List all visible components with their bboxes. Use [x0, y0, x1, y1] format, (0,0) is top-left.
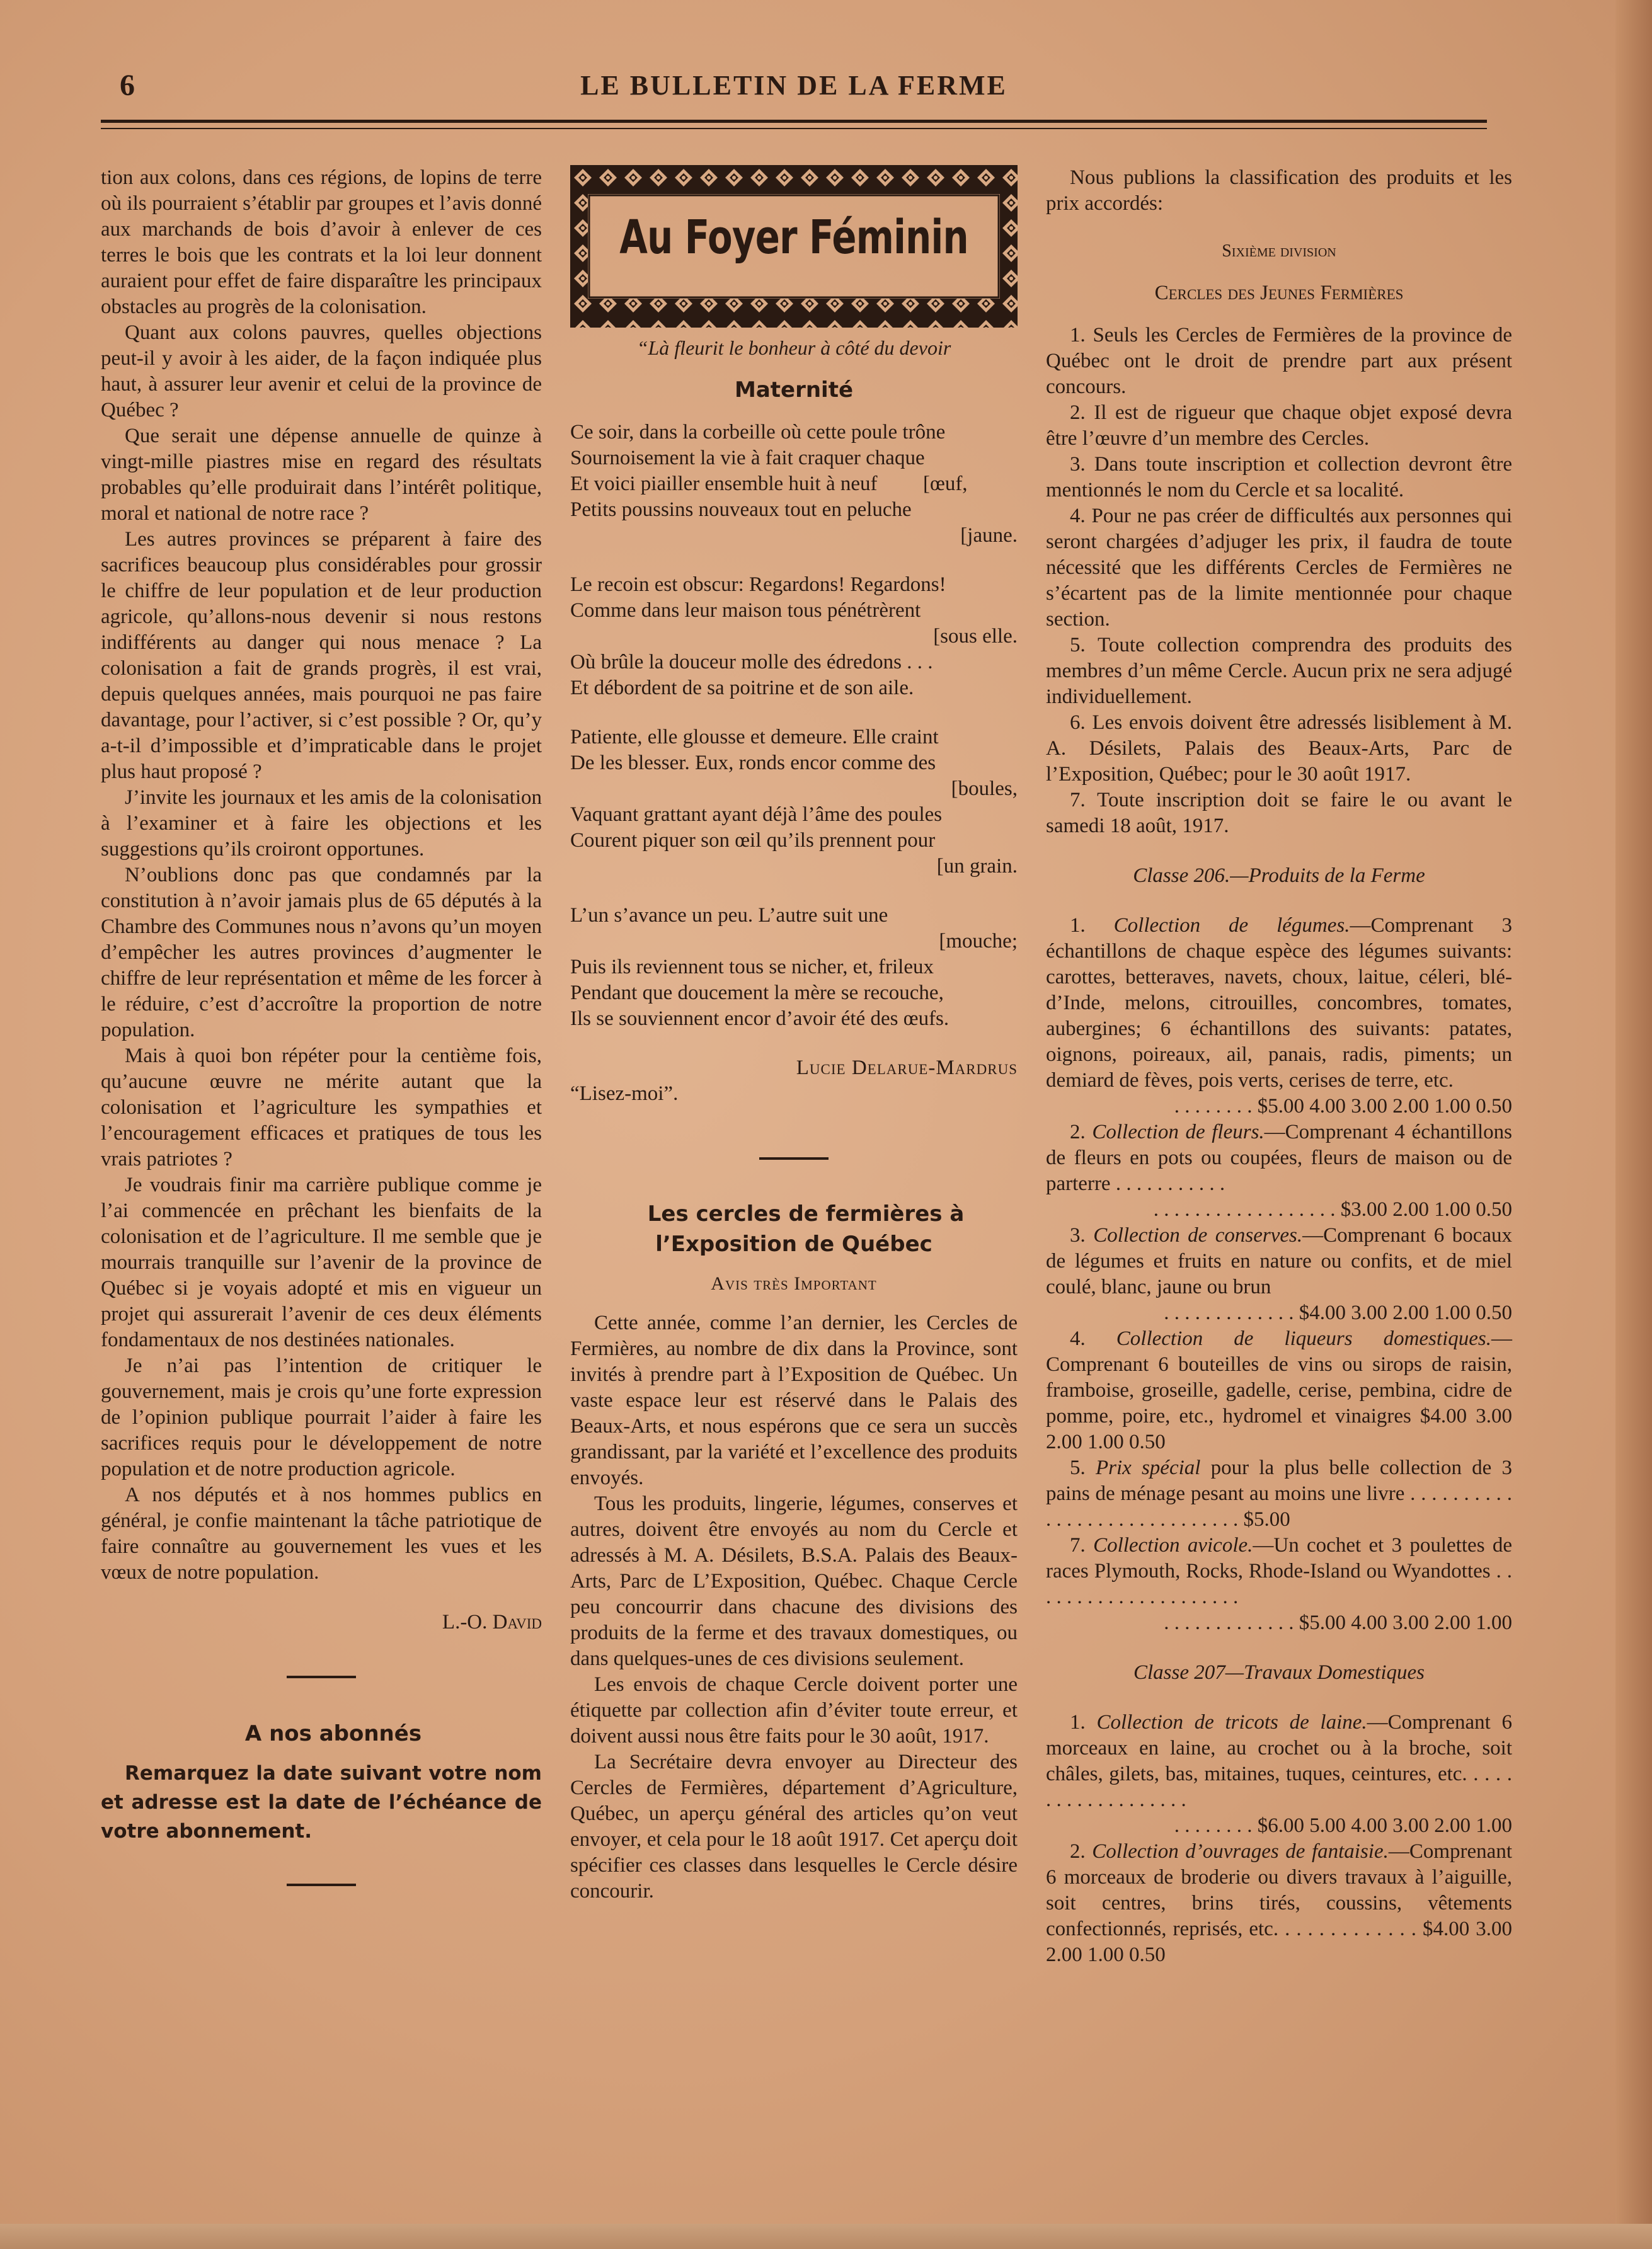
prize-item [1046, 913, 1512, 1094]
item-description: —Comprenant 3 échantillons de chaque espèce des légumes suivants: carottes, betteraves, navets, choux, laitue, céleri, blé-d’Inde, melons, citrouilles, concombres, tomates, aubergines; 6 échantillons des suivants: patates, oignons, poireaux, ail, panais, radis, piments; un demiard de fèves, pois verts, cerises de terre, etc. [1046, 914, 1512, 1092]
rule-item: 7. Toute inscription doit se faire le ou avant le samedi 18 août, 1917. [1046, 789, 1512, 837]
column-right [1046, 165, 1512, 1968]
prize-item [1046, 1839, 1512, 1968]
rule-item: 5. Toute collection comprendra des produits des membres d’un même Cercle. Aucun prix ne sera adjugé individuellement. [1046, 634, 1512, 708]
page-number: 6 [120, 69, 135, 102]
poem-line [570, 828, 1018, 854]
rule-item: 4. Pour ne pas créer de difficultés aux personnes qui seront chargées d’adjuger les prix, il faudra de toute nécessité que les différents Cercles de Fermières ne s’écartent pas de la limite mentionnée pour chaque section. [1046, 505, 1512, 631]
paragraph: J’invite les journaux et les amis de la colonisation à l’examiner et à faire les objections et les suggestions qu’ils croiront opportunes. [101, 786, 542, 861]
division-heading: Sixième division [1222, 241, 1336, 261]
prize-item [1046, 1710, 1512, 1813]
poem-line [570, 420, 1018, 445]
subscribers-heading: A nos abonnés [244, 1721, 422, 1746]
item-description: pour la plus belle collection de 3 pains de ménage pesant au moins une livre . . . . . . . . . . . . . . . . . . . . . . . . . . . . . $5.00 [1046, 1456, 1512, 1531]
item-description: —Comprenant 6 bouteilles de vins ou sirops de raisin, framboise, groseille, gadelle, cerise, pembina, cidre de pomme, poire, etc., hydromel et vinaigres $4.00 3.00 2.00 1.00 0.50 [1046, 1327, 1512, 1453]
poem-line-text: Sournoisement la vie à fait craquer chaque [570, 447, 925, 469]
paragraph: Les envois de chaque Cercle doivent porter une étiquette par collection afin d’éviter toute erreur, et doivent aussi nous être faits pour le 30 août, 1917. [570, 1673, 1018, 1748]
item-number: 3. [1070, 1224, 1094, 1247]
page-edge-shadow [1615, 0, 1652, 2249]
prize-item [1046, 1533, 1512, 1610]
poem-line-continuation: [un grain. [936, 855, 1018, 878]
rules-list [1046, 323, 1512, 839]
class-206-items [1046, 913, 1512, 1636]
prize-item [1046, 1223, 1512, 1300]
poem-line-continuation: [mouche; [939, 930, 1018, 953]
item-description: —Comprenant 6 bocaux de légumes et fruits en nature ou confits, et de miel coulé, blanc, jaune ou brun [1046, 1224, 1512, 1298]
poem-title: Maternité [734, 377, 854, 403]
poem-line [570, 675, 1018, 701]
prize-item [1046, 1326, 1512, 1455]
paragraph: Cette année, comme l’an dernier, les Cercles de Fermières, au nombre de dix dans la Province, sont invités à prendre part à l’Exposition de Québec. Un vaste espace leur est réservé dans le Palais des Beaux-Arts, et nous espérons que ce sera un succès grandissant, par la variété et l’excellence des produits envoyés. [570, 1312, 1018, 1489]
paragraph: Quant aux colons pauvres, quelles objections peut-il y avoir à les aider, de la façon indiquée plus haut, à assurer leur avenir et celui de la province de Québec ? [101, 321, 542, 421]
banner-title: Au Foyer Féminin [619, 210, 968, 265]
poem-line-text: Puis ils reviennent tous se nicher, et, frileux [570, 956, 934, 978]
paragraph: Je voudrais finir ma carrière publique comme je l’ai commencée en prêchant les bienfaits de la colonisation et de l’agriculture. Il me semble que je mourrais tranquille sur l’avenir de la province de Québec si je voyais adopté et mis en vigueur un projet qui assurerait l’avenir de ces deux éléments fondamentaux de nos destinées nationales. [101, 1174, 542, 1351]
article-subheading: Avis très Important [711, 1273, 877, 1294]
poem-line-text: De les blesser. Eux, ronds encor comme des [570, 752, 936, 774]
rule-item: 6. Les envois doivent être adressés lisiblement à M. A. Désilets, Palais des Beaux-Arts, Parc de l’Exposition, Québec; pour le 30 août 1917. [1046, 711, 1512, 786]
publication-title: LE BULLETIN DE LA FERME [580, 70, 1007, 101]
poem-line-text: Vaquant grattant ayant déjà l’âme des poules [570, 803, 943, 826]
poem-line-text: Et débordent de sa poitrine et de son aile. [570, 677, 914, 699]
poem-line-text: Pendant que doucement la mère se recouche, [570, 981, 944, 1004]
class-heading: Classe 207—Travaux Domestiques [1133, 1661, 1425, 1684]
item-number: 2. [1070, 1121, 1093, 1143]
paragraph: A nos députés et à nos hommes publics en général, je confie maintenant la tâche patriotique de faire connaître au gouvernement les vues et les vœux de notre population. [101, 1484, 542, 1584]
item-number: 1. [1070, 1711, 1097, 1734]
poem-line [570, 903, 1018, 929]
poem-line-text: Courent piquer son œil qu’ils prennent pour [570, 829, 936, 852]
page-bottom-edge [0, 2224, 1652, 2249]
paragraph: Que serait une dépense annuelle de quinze à vingt-mille piastres mise en regard des résultats probables qu’elle produirait dans l’intérêt politique, moral et national de notre race ? [101, 425, 542, 525]
poem-author: Lucie Delarue-Mardrus [796, 1056, 1018, 1079]
prize-item [1046, 1455, 1512, 1533]
poem-stanza [570, 572, 1018, 701]
item-number: 4. [1070, 1327, 1116, 1350]
poem-line-carry: [œuf, [923, 472, 968, 495]
poem-line [570, 497, 1018, 523]
item-prices: . . . . . . . . . . . . . $5.00 4.00 3.00 2.00 1.00 [1164, 1611, 1512, 1634]
item-number: 2. [1070, 1840, 1093, 1863]
item-description: —Un cochet et 3 poulettes de races Plymouth, Rocks, Rhode-Island ou Wyandottes . . . . . . . . . . . . . . . . . . . . . [1046, 1534, 1512, 1608]
section-banner [570, 165, 1018, 328]
poem-line [570, 1006, 1018, 1032]
item-name: Prix spécial [1095, 1456, 1201, 1479]
poem-stanza [570, 903, 1018, 1032]
poem-line-text: Petits poussins nouveaux tout en peluche [570, 498, 912, 521]
poem-stanza [570, 724, 1018, 879]
poem [570, 420, 1018, 1032]
poem-line-continuation: [sous elle. [933, 625, 1018, 648]
author-signature: L.-O. David [442, 1611, 542, 1634]
poem-line-text: Ce soir, dans la corbeille où cette poule trône [570, 421, 946, 444]
rule-item: 2. Il est de rigueur que chaque objet exposé devra être l’œuvre d’un membre des Cercles. [1046, 401, 1512, 450]
paragraph: Nous publions la classification des produits et les prix accordés: [1046, 166, 1512, 215]
section-divider [287, 1884, 356, 1886]
item-name: Collection avicole. [1093, 1534, 1253, 1557]
item-name: Collection de liqueurs domestiques. [1116, 1327, 1491, 1350]
poem-line-text: Et voici piailler ensemble huit à neuf [570, 472, 878, 495]
poem-line-text: Ils se souviennent encor d’avoir été des œufs. [570, 1007, 949, 1030]
poem-line [570, 750, 1018, 776]
item-prices: . . . . . . . . . . . . . $4.00 3.00 2.00 1.00 0.50 [1164, 1302, 1512, 1324]
item-description: —Comprenant 6 morceaux de broderie ou divers travaux à l’aiguille, soit centres, brins tirés, coussins, vêtements confectionnés, reprisés, etc. . . . . . . . . . . . . $4.00 3.00 2.00 1.00 0.50 [1046, 1840, 1512, 1966]
item-name: Collection de conserves. [1093, 1224, 1303, 1247]
poem-line [570, 598, 1018, 624]
poem-line [570, 724, 1018, 750]
poem-line-text: Où brûle la douceur molle des édredons . . . [570, 651, 933, 673]
column-left [101, 165, 542, 1926]
item-name: Collection d’ouvrages de fantaisie. [1092, 1840, 1389, 1863]
item-number: 5. [1070, 1456, 1096, 1479]
item-name: Collection de tricots de laine. [1096, 1711, 1367, 1734]
motto: “Là fleurit le bonheur à côté du devoir [636, 336, 951, 359]
subscribers-notice: Remarquez la date suivant votre nom et adresse est la date de l’échéance de votre abonnement. [101, 1762, 542, 1843]
class-heading: Classe 206.—Produits de la Ferme [1133, 864, 1425, 887]
poem-line-text: Comme dans leur maison tous pénétrèrent [570, 599, 921, 622]
paragraph: Tous les produits, lingerie, légumes, conserves et autres, doivent être envoyés au nom du Cercle et adressés à M. A. Désilets, B.S.A. Palais des Beaux-Arts, Parc de L’Exposition, Québec. Chaque Cercle peu concourrir dans chacune des divisions des produits de la ferme et des travaux domestiques, ou dans quelques-unes de ces divisions seulement. [570, 1492, 1018, 1670]
paragraph: N’oublions donc pas que condamnés par la constitution à n’avoir jamais plus de 65 députés à la Chambre des Communes nous n’avons qu’un moyen d’empêcher les autres provinces d’augmenter le chiffre de leur représentation et même de les forcer à le réduire, c’est d’accroître la proportion de notre population. [101, 864, 542, 1041]
item-name: Collection de légumes. [1113, 914, 1350, 937]
poem-line-text: L’un s’avance un peu. L’autre suit une [570, 904, 888, 927]
paragraph: Les autres provinces se préparent à faire des sacrifices beaucoup plus considérables pour grossir le chiffre de leur population et de leur production agricole, qu’allons-nous devenir si nous restons indifférents au danger qui nous menace ? La colonisation a fait de grands progrès, il est vrai, depuis quelques années, mais pourquoi ne pas faire davantage, pour l’activer, si c’est possible ? Or, qu’y a-t-il d’impossible et d’impraticable dans le projet plus haut proposé ? [101, 528, 542, 783]
section-divider [759, 1157, 829, 1160]
paragraph: La Secrétaire devra envoyer au Directeur des Cercles de Fermières, département d’Agriculture, Québec, un aperçu général des articles qu’on veut envoyer, et cela pour le 18 août 1917. Cet aperçu doit spécifier ces classes dans lesquelles le Cercle désire concourir. [570, 1751, 1018, 1903]
poem-line-text: Le recoin est obscur: Regardons! Regardons! [570, 573, 946, 596]
item-prices: . . . . . . . . . . . . . . . . . . $3.00 2.00 1.00 0.50 [1153, 1198, 1512, 1221]
paragraph: Mais à quoi bon répéter pour la centième fois, qu’aucune œuvre ne mérite autant que la colonisation et l’agriculture les sympathies et l’encouragement efficaces et pratiques de tous les vrais patriotes ? [101, 1044, 542, 1170]
poem-line-text: Patiente, elle glousse et demeure. Elle craint [570, 726, 939, 748]
class-207-items [1046, 1710, 1512, 1968]
prize-item [1046, 1119, 1512, 1197]
poem-stanza [570, 420, 1018, 549]
item-number: 7. [1070, 1534, 1094, 1557]
header-rule [101, 120, 1487, 129]
item-description: —Comprenant 4 échantillons de fleurs en pots ou coupées, fleurs de maison ou de parterre . . . . . . . . . . . [1046, 1121, 1513, 1195]
poem-line-continuation: [boules, [951, 777, 1018, 800]
poem-line [570, 471, 1018, 497]
poem-line [570, 650, 1018, 675]
item-description: —Comprenant 6 morceaux en laine, au crochet ou à la broche, soit châles, gilets, bas, mitaines, tuques, ceintures, etc. . . . . . . . . . . . . . . . . . . [1046, 1711, 1512, 1811]
running-header [101, 62, 1487, 112]
column-middle [570, 165, 1018, 1904]
poem-source: “Lisez-moi”. [570, 1082, 679, 1105]
category-heading: Cercles des Jeunes Fermières [1154, 282, 1404, 304]
item-prices: . . . . . . . . $6.00 5.00 4.00 3.00 2.00 1.00 [1174, 1814, 1512, 1837]
paragraph: Je n’ai pas l’intention de critiquer le gouvernement, mais je crois qu’une forte expression de l’opinion publique pourrait l’aider à faire les sacrifices requis pour le développement de notre population et de notre production agricole. [101, 1354, 542, 1480]
item-prices: . . . . . . . . $5.00 4.00 3.00 2.00 1.00 0.50 [1174, 1095, 1512, 1118]
item-number: 1. [1070, 914, 1114, 937]
rule-item: 3. Dans toute inscription et collection devront être mentionnés le nom du Cercle et sa localité. [1046, 453, 1512, 501]
article-heading: Les cercles de fermières à l’Exposition de Québec [647, 1201, 965, 1257]
section-divider [287, 1676, 356, 1678]
poem-line [570, 572, 1018, 598]
poem-line [570, 445, 1018, 471]
poem-line [570, 954, 1018, 980]
poem-line [570, 802, 1018, 828]
rule-item: 1. Seuls les Cercles de Fermières de la province de Québec ont le droit de prendre part aux présent concours. [1046, 324, 1512, 398]
paragraph: tion aux colons, dans ces régions, de lopins de terre où ils pourraient s’établir par groupes et l’avis donné aux marchands de bois d’avoir à enlever de ces terres le bois que les contrats et la loi leur donnent auraient pour effet de faire disparaître les principaux obstacles au progrès de la colonisation. [101, 166, 542, 318]
poem-line-continuation: [jaune. [960, 524, 1018, 547]
poem-line [570, 980, 1018, 1006]
item-name: Collection de fleurs. [1092, 1121, 1265, 1143]
